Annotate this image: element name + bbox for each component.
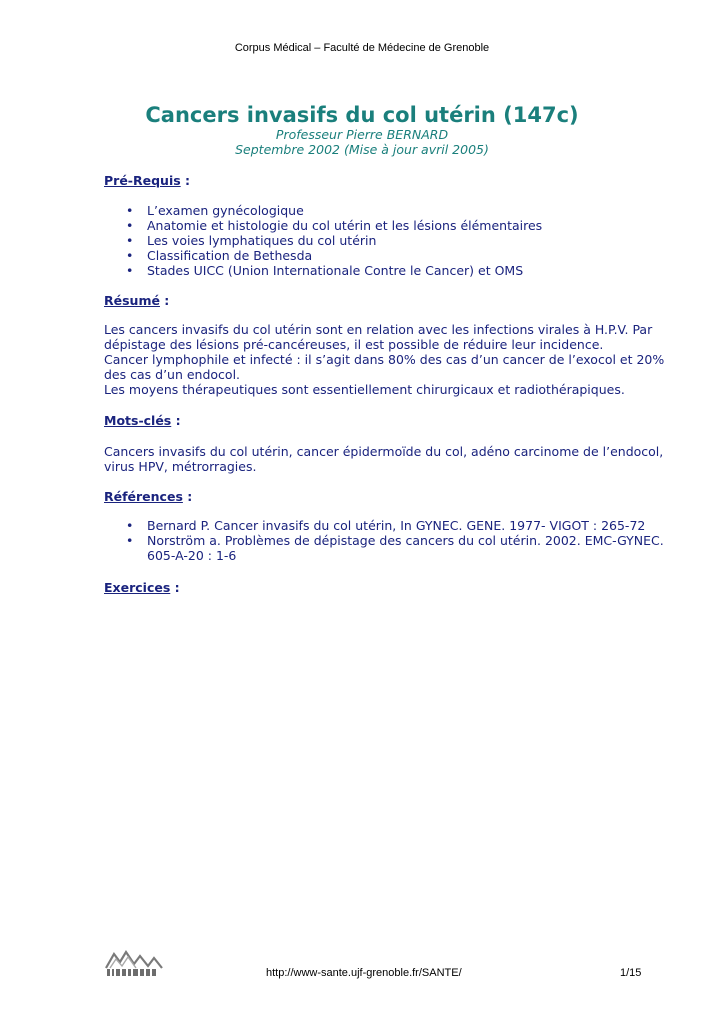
reference-text: Norström a. Problèmes de dépistage des cancers du col utérin. 2002. EMC-GYNEC. [147, 533, 664, 548]
list-item-text: L’examen gynécologique [147, 203, 304, 218]
resume-paragraph [104, 322, 664, 397]
list-item [104, 518, 667, 533]
resume-heading [104, 293, 169, 308]
resume-line: Cancer lymphophile et infecté : il s’agit dans 80% des cas d’un cancer de l’exocol et 20% [104, 352, 665, 367]
document-date: Septembre 2002 (Mise à jour avril 2005) [235, 142, 489, 157]
alpesmed-logo [104, 946, 170, 978]
bullet-icon: • [126, 218, 134, 233]
list-item [104, 203, 667, 218]
motscles-paragraph [104, 444, 664, 474]
prerequis-label: Pré-Requis [104, 173, 181, 188]
motscles-line: Cancers invasifs du col utérin, cancer épidermoïde du col, adéno carcinome de l’endocol, [104, 444, 664, 459]
page-header: Corpus Médical – Faculté de Médecine de Grenoble [234, 42, 490, 54]
motscles-heading [104, 413, 181, 428]
list-item [104, 233, 667, 248]
reference-text: Bernard P. Cancer invasifs du col utérin, In GYNEC. GENE. 1977- VIGOT : 265-72 [147, 518, 646, 533]
list-item [104, 263, 667, 278]
prerequis-list [104, 203, 667, 278]
document-title: Cancers invasifs du col utérin (147c) [145, 103, 579, 127]
prerequis-colon: : [180, 173, 191, 188]
resume-line: Les moyens thérapeutiques sont essentiellement chirurgicaux et radiothérapiques. [104, 382, 625, 397]
footer-url[interactable]: http://www-sante.ujf-grenoble.fr/SANTE/ [266, 967, 462, 979]
mountain-icon [106, 952, 162, 968]
bullet-icon: • [126, 533, 134, 548]
bullet-icon: • [126, 203, 134, 218]
bullet-icon: • [126, 248, 134, 263]
resume-colon: : [159, 293, 170, 308]
document-author: Professeur Pierre BERNARD [275, 127, 449, 142]
list-item-text: Anatomie et histologie du col utérin et les lésions élémentaires [147, 218, 543, 233]
reference-text-continued: 605-A-20 : 1-6 [147, 548, 237, 563]
motscles-line: virus HPV, métrorragies. [104, 459, 257, 474]
list-item-text: Stades UICC (Union Internationale Contre le Cancer) et OMS [147, 263, 524, 278]
page-number: 1/15 [620, 967, 642, 979]
exercices-colon: : [170, 580, 180, 595]
exercices-label: Exercices [104, 580, 171, 595]
resume-label: Résumé [104, 293, 160, 308]
motscles-colon: : [171, 413, 181, 428]
list-item-text: Les voies lymphatiques du col utérin [147, 233, 377, 248]
prerequis-heading [104, 173, 190, 188]
resume-line: Les cancers invasifs du col utérin sont en relation avec les infections virales à H.P.V. Par [104, 322, 653, 337]
logo-wordmark-icon [107, 969, 156, 976]
list-item [104, 218, 667, 233]
bullet-icon: • [126, 518, 134, 533]
references-label: Références [104, 489, 183, 504]
resume-line: des cas d’un endocol. [104, 367, 241, 382]
bullet-icon: • [126, 233, 134, 248]
bullet-icon: • [126, 263, 134, 278]
motscles-label: Mots-clés [104, 413, 172, 428]
exercices-heading [104, 580, 180, 595]
references-list [104, 518, 667, 563]
resume-line: dépistage des lésions pré-cancéreuses, il est possible de réduire leur incidence. [104, 337, 604, 352]
list-item-text: Classification de Bethesda [147, 248, 313, 263]
list-item [104, 533, 667, 563]
list-item [104, 248, 667, 263]
references-colon: : [182, 489, 193, 504]
references-heading [104, 489, 192, 504]
